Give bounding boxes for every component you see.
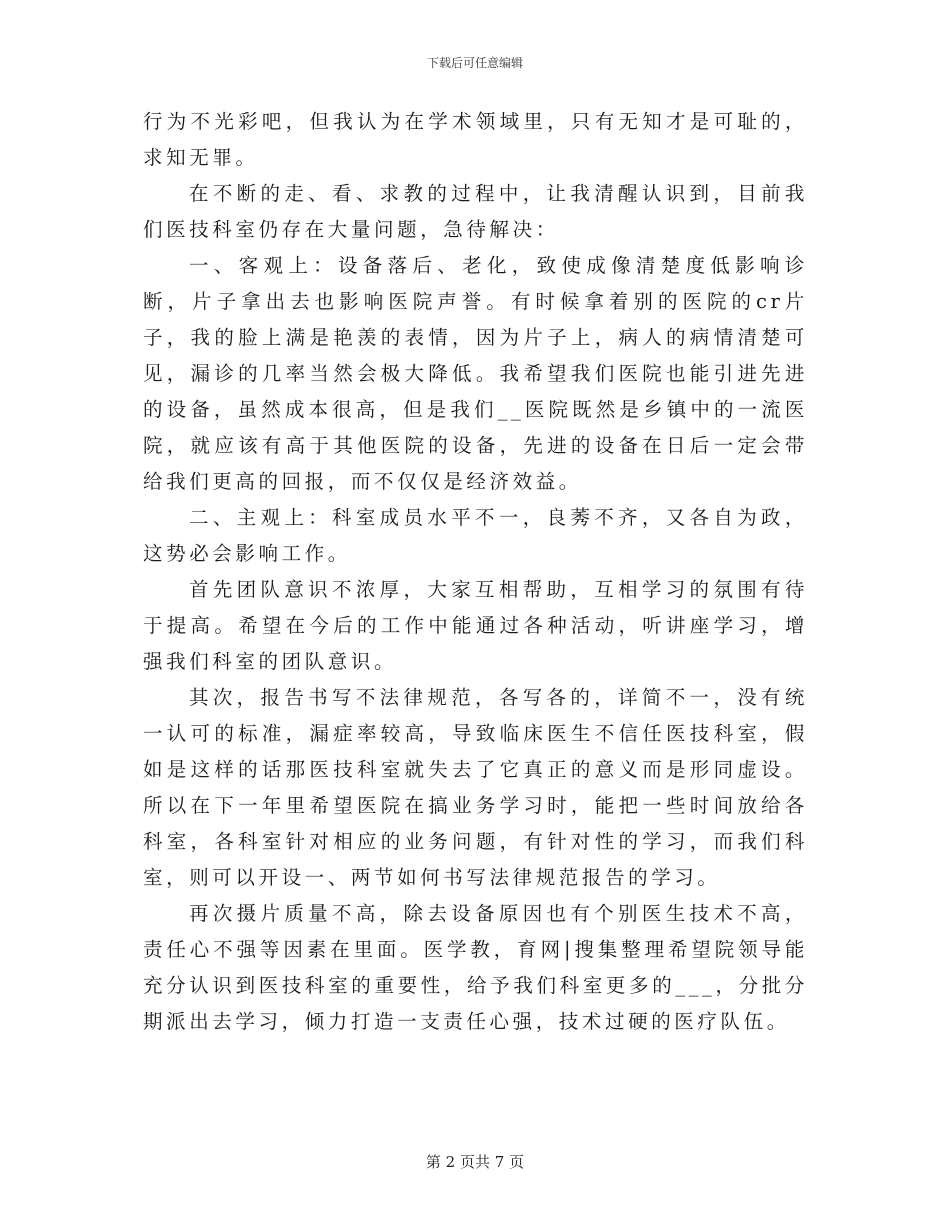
document-body [143,104,808,1040]
page-footer: 第 2 页共 7 页 [425,1153,525,1171]
paragraph-team-awareness: 首先团队意识不浓厚，大家互相帮助，互相学习的氛围有待于提高。希望在今后的工作中能通过各种活动，听讲座学习，增强我们科室的团队意识。 [143,578,808,673]
paragraph-film-quality: 再次摄片质量不高，除去设备原因也有个别医生技术不高，责任心不强等因素在里面。医学教，育网|搜集整理希望院领导能充分认识到医技科室的重要性，给予我们科室更多的___，分批分期派出去学习，倾力打造一支责任心强，技术过硬的医疗队伍。 [143,902,808,1033]
paragraph-continuation: 行为不光彩吧，但我认为在学术领域里，只有无知才是可耻的，求知无罪。 [143,110,808,169]
paragraph-problems-intro: 在不断的走、看、求教的过程中，让我清醒认识到，目前我们医技科室仍存在大量问题，急待解决： [143,182,808,241]
page-header: 下载后可任意编辑 [426,56,523,70]
paragraph-report-writing: 其次，报告书写不法律规范，各写各的，详简不一，没有统一认可的标准，漏症率较高，导致临床医生不信任医技科室，假如是这样的话那医技科室就失去了它真正的意义而是形同虚设。所以在下一年里希望医院在搞业务学习时，能把一些时间放给各科室，各科室针对相应的业务问题，有针对性的学习，而我们科室，则可以开设一、两节如何书写法律规范报告的学习。 [143,686,808,889]
paragraph-subjective: 二、主观上：科室成员水平不一，良莠不齐，又各自为政，这势必会影响工作。 [143,506,808,565]
paragraph-objective: 一、客观上：设备落后、老化，致使成像清楚度低影响诊断，片子拿出去也影响医院声誉。有时候拿着别的医院的cr片子，我的脸上满是艳羡的表情，因为片子上，病人的病情清楚可见，漏诊的几率当然会极大降低。我希望我们医院也能引进先进的设备，虽然成本很高，但是我们__医院既然是乡镇中的一流医院，就应该有高于其他医院的设备，先进的设备在日后一定会带给我们更高的回报，而不仅仅是经济效益。 [143,254,808,493]
